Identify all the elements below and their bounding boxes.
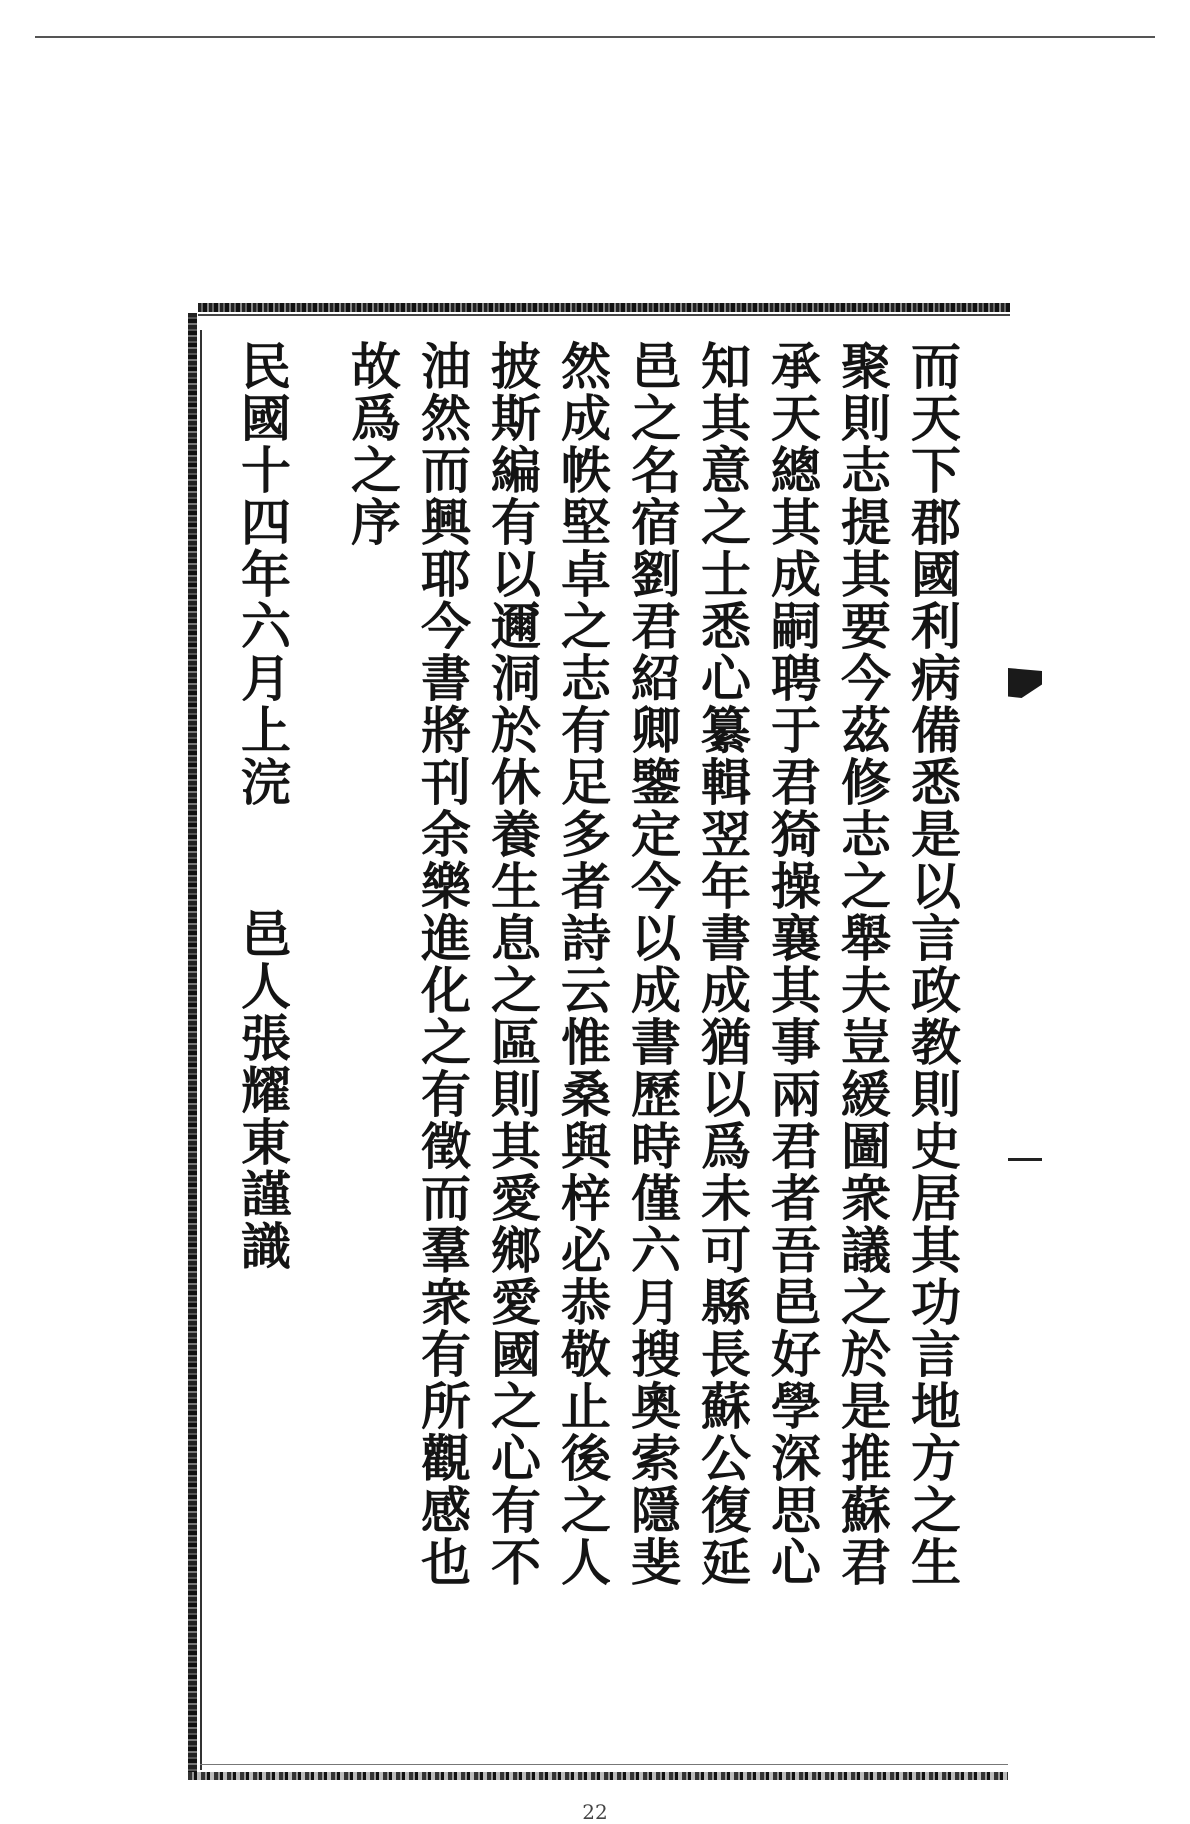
text-column-9: 故爲之序	[343, 340, 402, 548]
frame-top-inner-rule	[198, 314, 1010, 316]
text-column-4: 知其意之士悉心纂輯翌年書成猶以爲未可縣長蘇公復延	[693, 340, 752, 1588]
frame-left-inner-rule	[200, 330, 202, 1770]
text-column-2: 聚則志提其要今茲修志之舉夫豈緩圖衆議之於是推蘇君	[833, 340, 892, 1588]
preface-text-block	[232, 340, 962, 1760]
page-number: 22	[582, 1800, 608, 1824]
ink-dash-mark-icon	[1008, 1158, 1042, 1161]
date-line: 民國十四年六月上浣	[233, 340, 292, 808]
text-column-3: 承天總其成嗣聘于君猗操襄其事兩君者吾邑好學深思心	[763, 340, 822, 1588]
text-column-7: 披斯編有以邇洞於休養生息之區則其愛鄉愛國之心有不	[483, 340, 542, 1588]
column-spacer	[302, 340, 332, 1760]
date-signature-column	[232, 340, 292, 1760]
frame-left-border	[188, 313, 197, 1773]
text-column-5: 邑之名宿劉君紹卿鑒定今以成書歷時僅六月搜奧索隱斐	[623, 340, 682, 1588]
text-column-1: 而天下郡國利病備悉是以言政教則史居其功言地方之生	[903, 340, 962, 1588]
text-column-8: 油然而興耶今書將刊余樂進化之有徵而羣衆有所觀感也	[413, 340, 472, 1588]
ink-block-mark-icon	[1008, 668, 1042, 698]
frame-top-border	[198, 303, 1010, 312]
text-column-6: 然成帙堅卓之志有足多者詩云惟桑與梓必恭敬止後之人	[553, 340, 612, 1588]
top-rule	[35, 36, 1155, 38]
signature: 邑人張耀東謹識	[233, 908, 292, 1272]
frame-bottom-border	[188, 1772, 1008, 1780]
frame-bottom-inner-rule	[200, 1764, 1008, 1765]
